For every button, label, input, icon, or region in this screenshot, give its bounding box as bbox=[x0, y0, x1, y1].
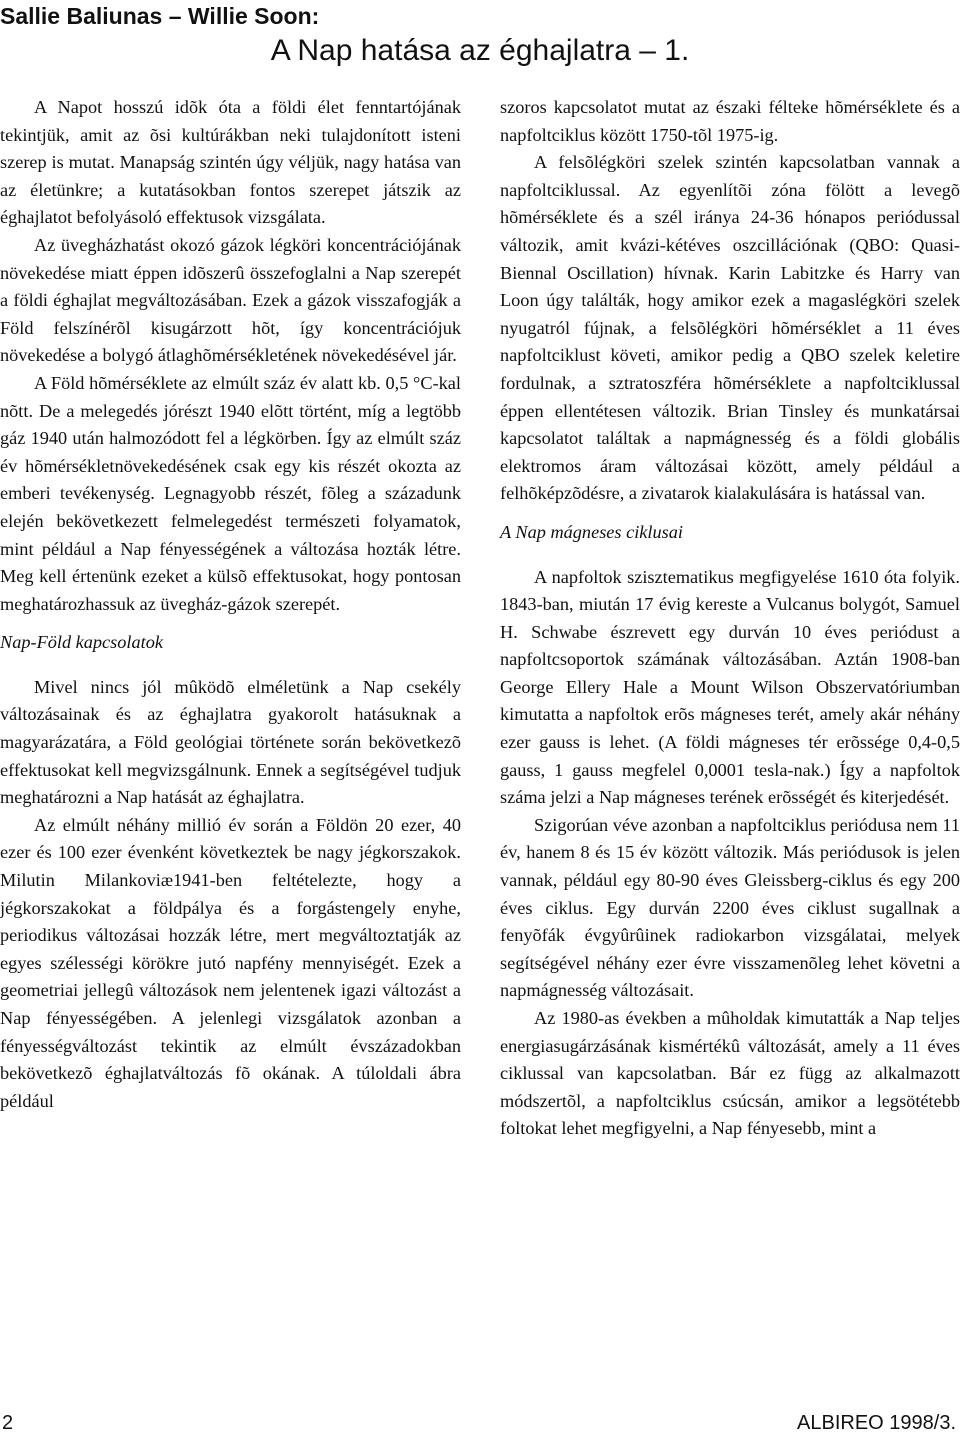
section-heading-magnetic-cycles: A Nap mágneses ciklusai bbox=[500, 521, 683, 542]
article-authors: Sallie Baliunas – Willie Soon: bbox=[0, 3, 320, 29]
magnetic-paragraph-2: Szigorúan véve azonban a napfoltciklus periódusa nem 11 év, hanem 8 és 15 év között változik. Más periódusok is jelen vannak, például egy 80-90 éves Gleissberg-ciklus és egy 200 éves ciklus. Egy durván 2200 éves ciklust sugallnak a fenyõfák évgyûrûinek radiokarbon vizsgálatai, melyek segítségével néhány ezer évre visszamenõleg lehet követni a napmágnesség változásait. bbox=[500, 814, 960, 1001]
nap-fold-paragraph-1: Mivel nincs jól mûködõ elméletünk a Nap csekély változásainak és az éghajlatra gyakorolt hatásuknak a magyarázatára, a Föld geológiai története során bekövetkezõ effektusokat kell megvizsgálnunk. Ennek a segítségével tudjuk meghatározni a Nap hatását az éghajlatra. bbox=[0, 676, 461, 808]
intro-paragraph-1: A Napot hosszú idõk óta a földi élet fenntartójának tekintjük, amit az õsi kultúrákban neki tulajdonított isteni szerep is mutat. Manapság szintén úgy véljük, nagy hatása van az életünkre; a kutatásokban fontos szerepet játszik az éghajlatot befolyásoló effektusok vizsgálata. bbox=[0, 97, 461, 228]
continued-paragraph: szoros kapcsolatot mutat az északi félteke hõmérséklete és a napfoltciklus között 1750-tõl 1975-ig. bbox=[500, 97, 960, 145]
nap-fold-paragraph-2: Az elmúlt néhány millió év során a Földön 20 ezer, 40 ezer és 100 ezer évenként következtek be nagy jégkorszakok. Milutin Milankoviæ1941-ben feltételezte, hogy a jégkorszakokat a földpálya és a forgástengely enyhe, periodikus változásai hozzák létre, mert megváltoztatják az egyes szélességi körökre jutó napfény mennyiségét. Ezek a geometriai jellegû változások nem jelentenek igazi változást a Nap fényességében. A jelenlegi vizsgálatok azonban a fényességváltozást tekintik az elmúlt évszázadokban bekövetkezõ éghajlatváltozás fõ okának. A túloldali ábra például bbox=[0, 814, 461, 1111]
journal-issue: ALBIREO 1998/3. bbox=[797, 1412, 956, 1434]
magnetic-paragraph-1: A napfoltok szisztematikus megfigyelése 1610 óta folyik. 1843-ban, miután 17 évig kereste a Vulcanus bolygót, Samuel H. Schwabe észrevett egy durván 10 éves periódust a napfoltcsoportok számának változásában. Aztán 1908-ban George Ellery Hale a Mount Wilson Obszervatóriumban kimutatta a napfoltok erõs mágneses terét, amely akár néhány ezer gauss is lehet. (A földi mágneses tér erõssége 0,4-0,5 gauss, 1 gauss megfelel 0,0001 tesla-nak.) Így a napfoltok száma jelzi a Nap mágneses terének erõsségét és kiterjedését. bbox=[500, 566, 960, 808]
article-title: A Nap hatása az éghajlatra – 1. bbox=[270, 34, 690, 67]
upper-atmosphere-paragraph: A felsõlégköri szelek szintén kapcsolatban vannak a napfoltciklussal. Az egyenlítõi zóna fölött a levegõ hõmérséklete és a szél iránya 24-36 hónapos periódussal változik, amit kvázi-kétéves oszcillációnak (QBO: Quasi-Biennal Oscillation) hívnak. Karin Labitzke és Harry van Loon úgy találták, hogy amikor ezek a magaslégköri szelek nyugatról fújnak, a felsõlégköri hõmérséklet a 11 éves napfoltciklust követi, amikor pedig a QBO szelek keletire fordulnak, a sztratoszféra hõmérséklete a napfoltciklussal éppen ellentétesen változik. Brian Tinsley és munkatársai kapcsolatot találtak a napmágnesség és a földi globális elektromos áram változásai között, amely például a felhõképzõdésre, a zivatarok kialakulására is hatással van. bbox=[500, 152, 960, 504]
magnetic-paragraph-3: Az 1980-as években a mûholdak kimutatták a Nap teljes energiasugárzásának kismértékû változását, amely a 11 éves ciklussal van kapcsolatban. Bár ez függ az alkalmazott módszertõl, a napfoltciklus csúcsán, amikor a legsötétebb foltokat lehet megfigyelni, a Nap fényesebb, mint a bbox=[500, 1008, 960, 1139]
page-number: 2 bbox=[2, 1412, 14, 1434]
intro-paragraph-3: A Föld hõmérséklete az elmúlt száz év alatt kb. 0,5 °C-kal nõtt. De a melegedés jórészt 1940 elõtt történt, míg a legtöbb gáz 1940 után halmozódott fel a légkörben. Így az elmúlt száz év hõmérsékletnövekedésének csak egy kis részét okozta az emberi tevékenység. Legnagyobb részét, fõleg a századunk elején bekövetkezett felmelegedést természeti folyamatok, mint például a Nap fényességének a változása hozták létre. Meg kell értenünk ezeket a külsõ effektusokat, hogy pontosan meghatározhassuk az üvegház-gázok szerepét. bbox=[0, 372, 461, 614]
right-column bbox=[500, 94, 960, 1143]
intro-paragraph-2: Az üvegházhatást okozó gázok légköri koncentrációjának növekedése miatt éppen idõszerû összefoglalni a Nap szerepét a földi éghajlat megváltozásában. Ezek a gázok visszafogják a Föld felszínérõl kisugárzott hõt, így koncentrációjuk növekedése a bolygó átlaghõmérsékletének növekedésével jár. bbox=[0, 234, 461, 366]
section-heading-nap-fold: Nap-Föld kapcsolatok bbox=[0, 632, 163, 653]
left-column bbox=[0, 94, 461, 1115]
